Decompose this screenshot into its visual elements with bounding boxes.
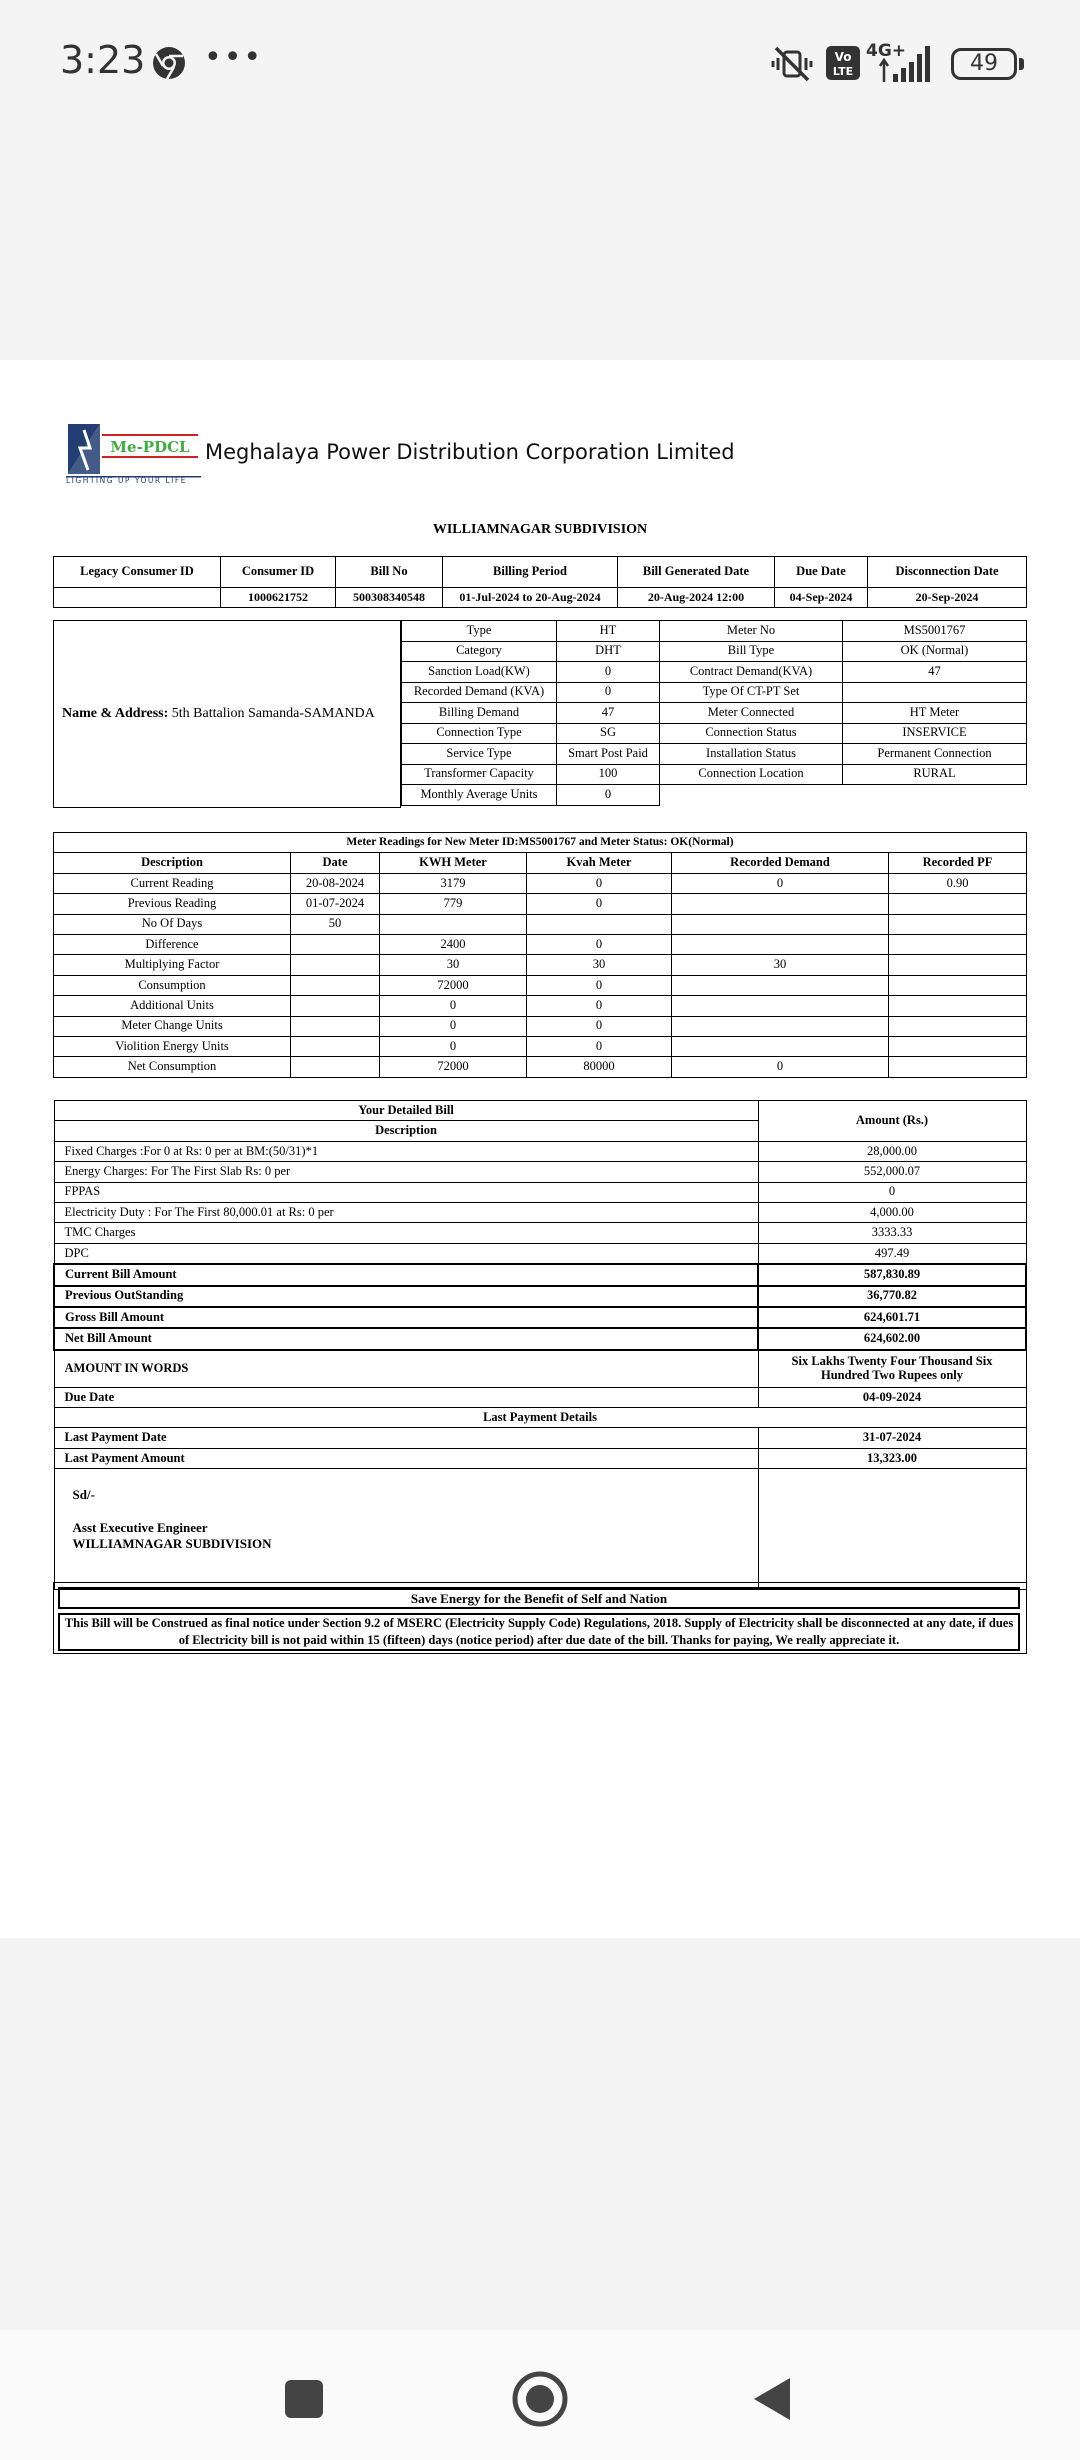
info-label: Monthly Average Units [402, 785, 557, 806]
charge-row [54, 1223, 1026, 1243]
name-label: Name & Address: [62, 706, 169, 721]
charge-amount: 4,000.00 [758, 1202, 1026, 1222]
due-date: 04-Sep-2024 [775, 588, 868, 608]
meter-cell: 01-07-2024 [291, 894, 380, 914]
info-value: SG [557, 723, 660, 744]
meter-cell: 0 [527, 934, 672, 954]
company-name: Meghalaya Power Distribution Corporation Limited [205, 440, 735, 464]
back-button[interactable] [752, 2376, 792, 2422]
meter-cell: 0 [527, 873, 672, 893]
consumer-id: 1000621752 [221, 588, 336, 608]
info-label: Transformer Capacity [402, 764, 557, 785]
info-row [402, 764, 1027, 785]
connection-info-table [401, 620, 1027, 806]
meter-cell [889, 1057, 1027, 1077]
meter-row [54, 1057, 1027, 1077]
meter-cell [291, 955, 380, 975]
amount-words: Six Lakhs Twenty Four Thousand Six Hundred Two Rupees only [758, 1350, 1026, 1388]
charge-row [54, 1182, 1026, 1202]
battery-tip [1019, 58, 1024, 70]
info-label: Recorded Demand (KVA) [402, 682, 557, 703]
total-row [54, 1264, 1026, 1285]
header-col: Billing Period [443, 557, 618, 588]
meter-cell: 0 [527, 975, 672, 995]
signature-blank [758, 1469, 1026, 1590]
info-label: Connection Status [660, 723, 843, 744]
footer-box [53, 1582, 1027, 1654]
meter-cell [672, 914, 889, 934]
due-date-label: Due Date [54, 1387, 758, 1407]
total-row [54, 1307, 1026, 1328]
navigation-bar [0, 2330, 1080, 2460]
info-value: Smart Post Paid [557, 744, 660, 765]
charge-rows [54, 1141, 1026, 1264]
charge-description: TMC Charges [54, 1223, 758, 1243]
meter-cell: Previous Reading [54, 894, 291, 914]
info-label: Meter Connected [660, 703, 843, 724]
info-value: MS5001767 [843, 621, 1027, 642]
info-label: Category [402, 641, 557, 662]
meter-cell: Meter Change Units [54, 1016, 291, 1036]
meter-cell [672, 1016, 889, 1036]
meter-cell [889, 975, 1027, 995]
sd-mark: Sd/- [72, 1487, 95, 1503]
legacy-consumer-id [54, 588, 221, 608]
info-value: 0 [557, 662, 660, 683]
bill-generated-date: 20-Aug-2024 12:00 [618, 588, 775, 608]
meter-row [54, 1036, 1027, 1056]
meter-cell [889, 894, 1027, 914]
svg-text:Vo: Vo [834, 50, 852, 64]
info-value: 0 [557, 785, 660, 806]
header-col: Consumer ID [221, 557, 336, 588]
info-label: Meter No [660, 621, 843, 642]
charge-row [54, 1141, 1026, 1161]
meter-cell [291, 934, 380, 954]
total-amount: 36,770.82 [758, 1286, 1026, 1307]
amount-words-label: AMOUNT IN WORDS [54, 1350, 758, 1388]
charge-amount: 552,000.07 [758, 1162, 1026, 1182]
last-payment-amount: 13,323.00 [758, 1448, 1026, 1468]
header-col: Disconnection Date [868, 557, 1027, 588]
meter-cell [889, 996, 1027, 1016]
meter-col: Recorded Demand [672, 853, 889, 873]
meter-cell: 0 [527, 1016, 672, 1036]
info-value: 0 [557, 682, 660, 703]
info-label: Type Of CT-PT Set [660, 682, 843, 703]
meter-cell: 80000 [527, 1057, 672, 1077]
meter-cell: 3179 [380, 873, 527, 893]
meter-cell: Net Consumption [54, 1057, 291, 1077]
meter-cell: 0 [527, 996, 672, 1016]
meter-cell: 30 [380, 955, 527, 975]
info-value: RURAL [843, 764, 1027, 785]
meter-cell: Consumption [54, 975, 291, 995]
meter-cell [291, 1057, 380, 1077]
meter-cell: Current Reading [54, 873, 291, 893]
info-label: Connection Location [660, 764, 843, 785]
charge-description: DPC [54, 1243, 758, 1264]
total-amount: 587,830.89 [758, 1264, 1026, 1285]
save-energy-line: Save Energy for the Benefit of Self and Nation [58, 1587, 1020, 1609]
info-row [402, 682, 1027, 703]
more-notifications-icon: ••• [204, 40, 264, 75]
meter-cell: Multiplying Factor [54, 955, 291, 975]
clock: 3:23 [60, 38, 146, 82]
chrome-icon [152, 46, 186, 80]
meter-col: Date [291, 853, 380, 873]
meter-row [54, 955, 1027, 975]
total-row [54, 1328, 1026, 1349]
meter-cell: 779 [380, 894, 527, 914]
detailed-bill-title: Your Detailed Bill [54, 1101, 758, 1121]
meter-cell: 0.90 [889, 873, 1027, 893]
total-row [54, 1286, 1026, 1307]
meter-readings-title: Meter Readings for New Meter ID:MS5001767 and Meter Status: OK(Normal) [54, 833, 1027, 853]
meter-cell [291, 1036, 380, 1056]
meter-cell [889, 1016, 1027, 1036]
meter-readings-table [53, 832, 1027, 1078]
info-row [402, 703, 1027, 724]
meter-cell [672, 975, 889, 995]
meter-cell [291, 996, 380, 1016]
meter-col: Recorded PF [889, 853, 1027, 873]
description-header: Description [54, 1121, 758, 1141]
info-value: 100 [557, 764, 660, 785]
charge-amount: 3333.33 [758, 1223, 1026, 1243]
meter-cell: 72000 [380, 1057, 527, 1077]
total-amount: 624,602.00 [758, 1328, 1026, 1349]
header-col: Due Date [775, 557, 868, 588]
signatory: Asst Executive Engineer [72, 1519, 208, 1535]
meter-cell [889, 914, 1027, 934]
meter-cell: 0 [527, 1036, 672, 1056]
meter-cell [291, 1016, 380, 1036]
meter-cell [672, 996, 889, 1016]
charge-amount: 0 [758, 1182, 1026, 1202]
home-button[interactable] [511, 2370, 569, 2428]
meter-cell: 0 [527, 894, 672, 914]
billing-period: 01-Jul-2024 to 20-Aug-2024 [443, 588, 618, 608]
charge-description: Energy Charges: For The First Slab Rs: 0 per [54, 1162, 758, 1182]
total-label: Current Bill Amount [54, 1264, 758, 1285]
meter-row [54, 873, 1027, 893]
charge-description: FPPAS [54, 1182, 758, 1202]
total-rows [54, 1264, 1026, 1350]
meter-cell [889, 955, 1027, 975]
info-row [402, 723, 1027, 744]
meter-cell: 30 [672, 955, 889, 975]
info-row [402, 744, 1027, 765]
bill-header-table [53, 556, 1027, 608]
name-value: 5th Battalion Samanda-SAMANDA [171, 706, 375, 721]
meter-row [54, 975, 1027, 995]
info-value: DHT [557, 641, 660, 662]
info-row [402, 662, 1027, 683]
meter-row [54, 894, 1027, 914]
meter-rows [54, 873, 1027, 1077]
meter-cell [889, 1036, 1027, 1056]
info-empty [660, 785, 1027, 806]
info-value: Permanent Connection [843, 744, 1027, 765]
info-value: HT [557, 621, 660, 642]
info-value: 47 [557, 703, 660, 724]
signal-4g-icon [866, 40, 938, 84]
logo-text: Me-PDCL [110, 438, 190, 456]
meter-row [54, 934, 1027, 954]
header-col: Bill No [336, 557, 443, 588]
meter-cell: 0 [672, 873, 889, 893]
battery-icon: 49 [951, 48, 1017, 80]
info-label: Billing Demand [402, 703, 557, 724]
disconnection-date: 20-Sep-2024 [868, 588, 1027, 608]
info-label: Sanction Load(KW) [402, 662, 557, 683]
meter-cell: 2400 [380, 934, 527, 954]
disconnection-notice: This Bill will be Construed as final notice under Section 9.2 of MSERC (Electricity Supply Code) Regulations, 2018. Supply of Electricity shall be disconnected at any date, if dues of Electricity bill is not paid within 15 (fifteen) days (notice period) after due date of the bill. Thanks for paying, We really appreciate it. [58, 1613, 1020, 1651]
info-value: OK (Normal) [843, 641, 1027, 662]
signatory-office: WILLIAMNAGAR SUBDIVISION [72, 1535, 272, 1551]
meter-cell: No Of Days [54, 914, 291, 934]
total-label: Net Bill Amount [54, 1328, 758, 1349]
info-label: Connection Type [402, 723, 557, 744]
name-address [53, 620, 401, 808]
info-row [402, 785, 1027, 806]
charge-row [54, 1202, 1026, 1222]
svg-text:4G+: 4G+ [866, 41, 907, 61]
meter-col: KWH Meter [380, 853, 527, 873]
charge-row [54, 1162, 1026, 1182]
meter-cell [672, 934, 889, 954]
meter-cell: 0 [380, 1036, 527, 1056]
info-label: Type [402, 621, 557, 642]
last-payment-date: 31-07-2024 [758, 1428, 1026, 1448]
meter-cell: 0 [672, 1057, 889, 1077]
charge-description: Electricity Duty : For The First 80,000.01 at Rs: 0 per [54, 1202, 758, 1222]
signature-block [54, 1469, 758, 1590]
subdivision-title: WILLIAMNAGAR SUBDIVISION [432, 522, 648, 537]
charge-description: Fixed Charges :For 0 at Rs: 0 per at BM:(50/31)*1 [54, 1141, 758, 1161]
bill-no: 500308340548 [336, 588, 443, 608]
svg-text:LTE: LTE [832, 65, 854, 78]
info-label: Installation Status [660, 744, 843, 765]
meter-row [54, 996, 1027, 1016]
meter-cell: 72000 [380, 975, 527, 995]
header-col: Bill Generated Date [618, 557, 775, 588]
info-row [402, 621, 1027, 642]
logo-tagline: LIGHTING UP YOUR LIFE [66, 476, 187, 485]
meter-cell: Violition Energy Units [54, 1036, 291, 1056]
meter-cell: 50 [291, 914, 380, 934]
meter-cell: 0 [380, 1016, 527, 1036]
info-value [843, 682, 1027, 703]
info-value: INSERVICE [843, 723, 1027, 744]
info-label: Contract Demand(KVA) [660, 662, 843, 683]
meter-cell [672, 894, 889, 914]
meter-row [54, 1016, 1027, 1036]
meter-cell: 30 [527, 955, 672, 975]
info-label: Service Type [402, 744, 557, 765]
charge-amount: 497.49 [758, 1243, 1026, 1264]
info-label: Bill Type [660, 641, 843, 662]
volte-icon [826, 46, 860, 80]
charge-row [54, 1243, 1026, 1264]
meter-row [54, 914, 1027, 934]
meter-cell [291, 975, 380, 995]
header-col: Legacy Consumer ID [54, 557, 221, 588]
last-payment-date-label: Last Payment Date [54, 1428, 758, 1448]
meter-cell [380, 914, 527, 934]
mute-vibrate-icon [770, 44, 814, 84]
meter-cell: Difference [54, 934, 291, 954]
meter-cell: Additional Units [54, 996, 291, 1016]
meter-cell [527, 914, 672, 934]
meter-col: Description [54, 853, 291, 873]
status-bar [0, 0, 1080, 120]
meter-col: Kvah Meter [527, 853, 672, 873]
detailed-bill-table [53, 1100, 1027, 1590]
amount-header: Amount (Rs.) [758, 1101, 1026, 1142]
total-label: Gross Bill Amount [54, 1307, 758, 1328]
due-date-value: 04-09-2024 [758, 1387, 1026, 1407]
info-value: 47 [843, 662, 1027, 683]
last-payment-title: Last Payment Details [54, 1408, 1026, 1428]
recents-button[interactable] [283, 2378, 325, 2420]
meter-cell: 0 [380, 996, 527, 1016]
total-amount: 624,601.71 [758, 1307, 1026, 1328]
meter-cell [672, 1036, 889, 1056]
info-value: HT Meter [843, 703, 1027, 724]
total-label: Previous OutStanding [54, 1286, 758, 1307]
info-row [402, 641, 1027, 662]
charge-amount: 28,000.00 [758, 1141, 1026, 1161]
bill-document [0, 360, 1080, 1938]
meter-cell [889, 934, 1027, 954]
meter-cell: 20-08-2024 [291, 873, 380, 893]
last-payment-amount-label: Last Payment Amount [54, 1448, 758, 1468]
